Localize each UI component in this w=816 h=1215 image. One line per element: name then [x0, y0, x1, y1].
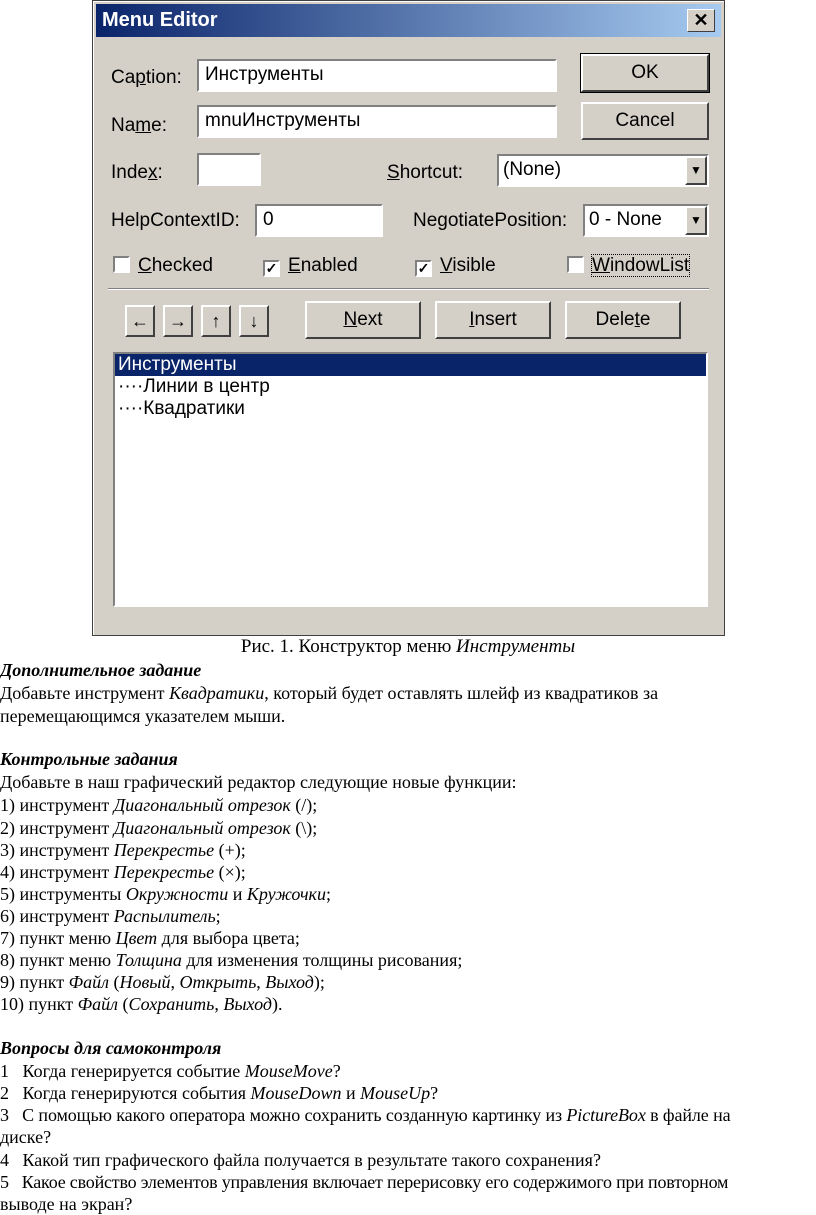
caption-label: Caption:: [111, 67, 182, 88]
arrow-up-icon[interactable]: ↑: [201, 305, 231, 337]
control-item: 6) инструмент Распылитель;: [0, 906, 221, 926]
dialog-title: Menu Editor: [102, 9, 218, 31]
questions-heading: Вопросы для самоконтроля: [0, 1038, 222, 1058]
question-item: диске?: [0, 1127, 52, 1147]
insert-button[interactable]: Insert: [435, 301, 551, 339]
shortcut-value: (None): [503, 159, 562, 180]
question-item: 5 Какое свойство элементов управления включает перерисовку его содержимого при повторном: [0, 1172, 729, 1192]
list-item[interactable]: ····Квадратики: [118, 398, 245, 419]
menu-items-list[interactable]: [113, 352, 708, 607]
next-button[interactable]: Next: [305, 301, 421, 339]
question-item: 3 С помощью какого оператора можно сохранить созданную картинку из PictureBox в файле на: [0, 1105, 731, 1125]
enabled-checkbox[interactable]: ✓ Enabled: [263, 255, 358, 277]
extra-task-text: Добавьте инструмент Квадратики, который будет оставлять шлейф из квадратиков за: [0, 683, 659, 703]
list-item[interactable]: ····Линии в центр: [118, 376, 270, 397]
chevron-down-icon[interactable]: ▼: [685, 206, 707, 235]
arrow-right-icon[interactable]: →: [163, 305, 193, 337]
delete-button[interactable]: Delete: [565, 301, 681, 339]
checkbox-box[interactable]: [567, 256, 584, 273]
question-item: 2 Когда генерируются события MouseDown и MouseUp?: [0, 1083, 439, 1103]
helpcontextid-label: HelpContextID:: [111, 210, 240, 231]
negotiateposition-label: NegotiatePosition:: [413, 210, 568, 231]
cancel-button[interactable]: Cancel: [581, 102, 709, 140]
control-tasks-heading: Контрольные задания: [0, 749, 178, 769]
visible-checkbox[interactable]: ✓ Visible: [415, 255, 496, 277]
shortcut-label: Shortcut:: [387, 162, 464, 183]
extra-task-text: перемещающимся указателем мыши.: [0, 706, 286, 726]
arrow-left-icon[interactable]: ←: [125, 305, 155, 337]
name-label: Name:: [111, 115, 167, 136]
name-input[interactable]: mnuИнструменты: [197, 105, 557, 138]
windowlist-checkbox[interactable]: WindowList: [567, 255, 689, 277]
control-item: 2) инструмент Диагональный отрезок (\);: [0, 818, 318, 838]
separator: [108, 288, 709, 290]
question-item: выводе на экран?: [0, 1194, 133, 1214]
control-item: 10) пункт Файл (Сохранить, Выход).: [0, 994, 283, 1014]
negotiateposition-select[interactable]: [583, 204, 709, 237]
checkbox-box[interactable]: ✓: [415, 260, 432, 277]
chevron-down-icon[interactable]: ▼: [685, 156, 707, 185]
close-icon[interactable]: ✕: [687, 9, 715, 32]
checked-checkbox[interactable]: Checked: [113, 255, 213, 277]
index-input[interactable]: [197, 153, 261, 186]
control-intro: Добавьте в наш графический редактор следующие новые функции:: [0, 772, 517, 792]
question-item: 4 Какой тип графического файла получается в результате такого сохранения?: [0, 1150, 601, 1170]
extra-task-heading: Дополнительное задание: [0, 660, 202, 680]
control-item: 5) инструменты Окружности и Кружочки;: [0, 884, 331, 904]
title-bar: [96, 4, 721, 37]
control-item: 8) пункт меню Толщина для изменения толщины рисования;: [0, 950, 463, 970]
ok-button[interactable]: OK: [581, 54, 709, 92]
control-item: 4) инструмент Перекрестье (×);: [0, 862, 246, 882]
shortcut-select[interactable]: [497, 154, 709, 187]
question-item: 1 Когда генерируется событие MouseMove?: [0, 1061, 341, 1081]
index-label: Index:: [111, 162, 163, 183]
control-item: 1) инструмент Диагональный отрезок (/);: [0, 795, 318, 815]
figure-caption: Рис. 1. Конструктор меню Инструменты: [240, 636, 576, 657]
helpcontextid-input[interactable]: 0: [255, 204, 383, 237]
negotiateposition-value: 0 - None: [589, 209, 662, 230]
checkbox-box[interactable]: [113, 256, 130, 273]
caption-input[interactable]: Инструменты: [197, 59, 557, 92]
arrow-down-icon[interactable]: ↓: [239, 305, 269, 337]
control-item: 9) пункт Файл (Новый, Открыть, Выход);: [0, 972, 325, 992]
menu-editor-dialog: [92, 0, 725, 636]
control-item: 7) пункт меню Цвет для выбора цвета;: [0, 928, 300, 948]
control-item: 3) инструмент Перекрестье (+);: [0, 840, 246, 860]
list-item[interactable]: Инструменты: [115, 354, 706, 376]
checkbox-box[interactable]: ✓: [263, 260, 280, 277]
